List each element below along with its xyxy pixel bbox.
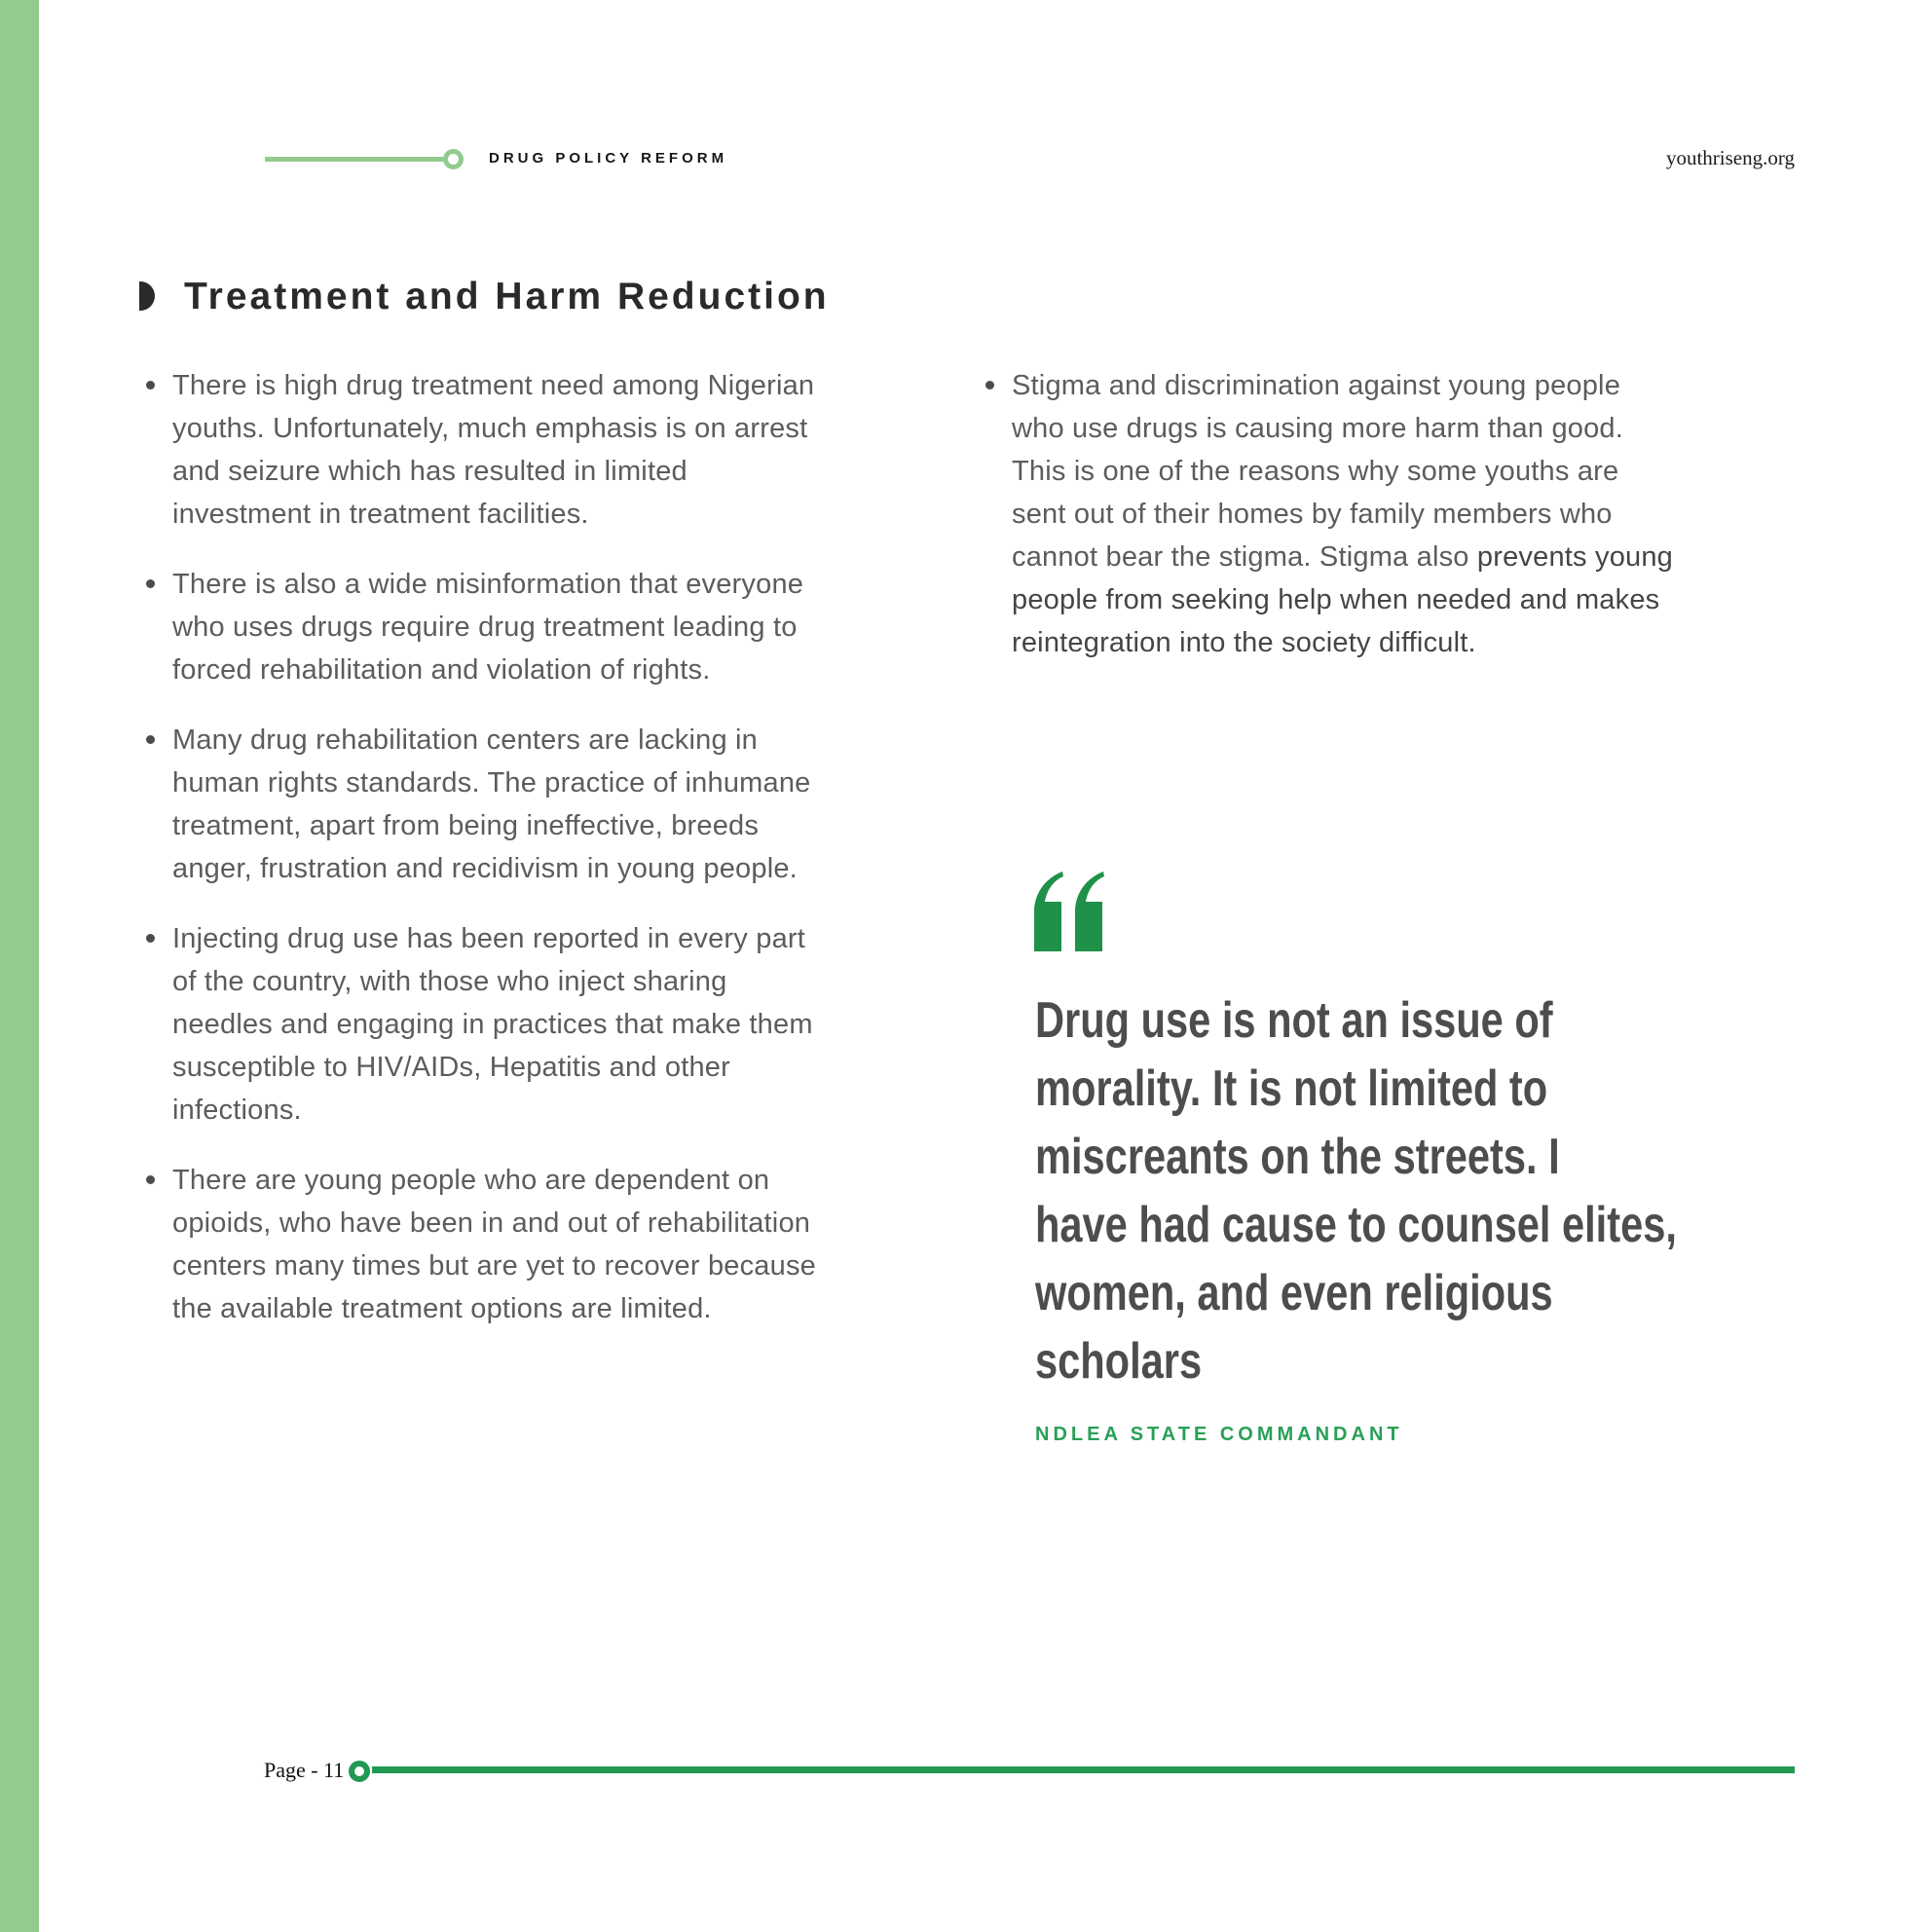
dot-icon <box>146 579 155 588</box>
list-item <box>985 364 1677 664</box>
footer-ring-icon <box>349 1761 370 1782</box>
left-bullet-list <box>146 364 828 1357</box>
bullet-text: There is high drug treatment need among Nigerian youths. Unfortunately, much emphasis is on arrest and seizure which has resulted in limited investment in treatment facilities. <box>172 370 815 530</box>
quote-line: women, and even religious <box>1035 1265 1553 1321</box>
bullet-text <box>1012 364 1677 664</box>
section-label: DRUG POLICY REFORM <box>489 150 728 167</box>
quote-line: have had cause to counsel elites, <box>1035 1197 1677 1253</box>
double-quote-icon <box>1034 872 1104 956</box>
page-title: Treatment and Harm Reduction <box>184 276 830 317</box>
quote-line: miscreants on the streets. I <box>1035 1129 1560 1185</box>
footer-rule <box>372 1766 1795 1773</box>
header-ring-icon <box>443 149 464 169</box>
left-accent-bar <box>0 0 39 1932</box>
bullet-text: Injecting drug use has been reported in every part of the country, with those who inject sharing needles and engaging in practices that make them susceptible to HIV/AIDs, Hepatitis and other infections. <box>172 923 813 1126</box>
dot-icon <box>146 934 155 943</box>
quote-line: Drug use is not an issue of <box>1035 992 1553 1049</box>
list-item <box>146 364 828 536</box>
quote-line: morality. It is not limited to <box>1035 1060 1548 1117</box>
dot-icon <box>146 735 155 744</box>
page-number: Page - 11 <box>264 1758 345 1782</box>
dot-icon <box>146 381 155 390</box>
quote-line: scholars <box>1035 1333 1203 1390</box>
site-url: youthriseng.org <box>1665 146 1795 169</box>
right-bullet-list <box>985 364 1677 691</box>
half-circle-icon <box>139 281 155 311</box>
quote-attribution: NDLEA STATE COMMANDANT <box>1035 1424 1403 1445</box>
list-item <box>146 719 828 890</box>
bullet-text-emphasis: prevents young people from seeking help when needed and makes reintegration into the society difficult. <box>1012 541 1674 658</box>
bullet-text: There is also a wide misinformation that everyone who uses drugs require drug treatment leading to forced rehabilitation and violation of rights. <box>172 569 804 686</box>
quote-text <box>1035 986 1677 1395</box>
dot-icon <box>146 1175 155 1184</box>
list-item <box>146 1159 828 1330</box>
bullet-text: There are young people who are dependent on opioids, who have been in and out of rehabilitation centers many times but are yet to recover because the available treatment options are limited. <box>172 1165 816 1324</box>
bullet-text-light: Stigma and discrimination against young people who use drugs is causing more harm than good. This is one of the reasons why some youths are sent out of their homes by family members who cannot bear the stigma. Stigma also <box>1012 370 1624 573</box>
list-item <box>146 917 828 1132</box>
list-item <box>146 563 828 691</box>
header-rule <box>265 157 443 162</box>
dot-icon <box>985 381 994 390</box>
bullet-text: Many drug rehabilitation centers are lacking in human rights standards. The practice of inhumane treatment, apart from being ineffective, breeds anger, frustration and recidivism in young people. <box>172 724 811 884</box>
